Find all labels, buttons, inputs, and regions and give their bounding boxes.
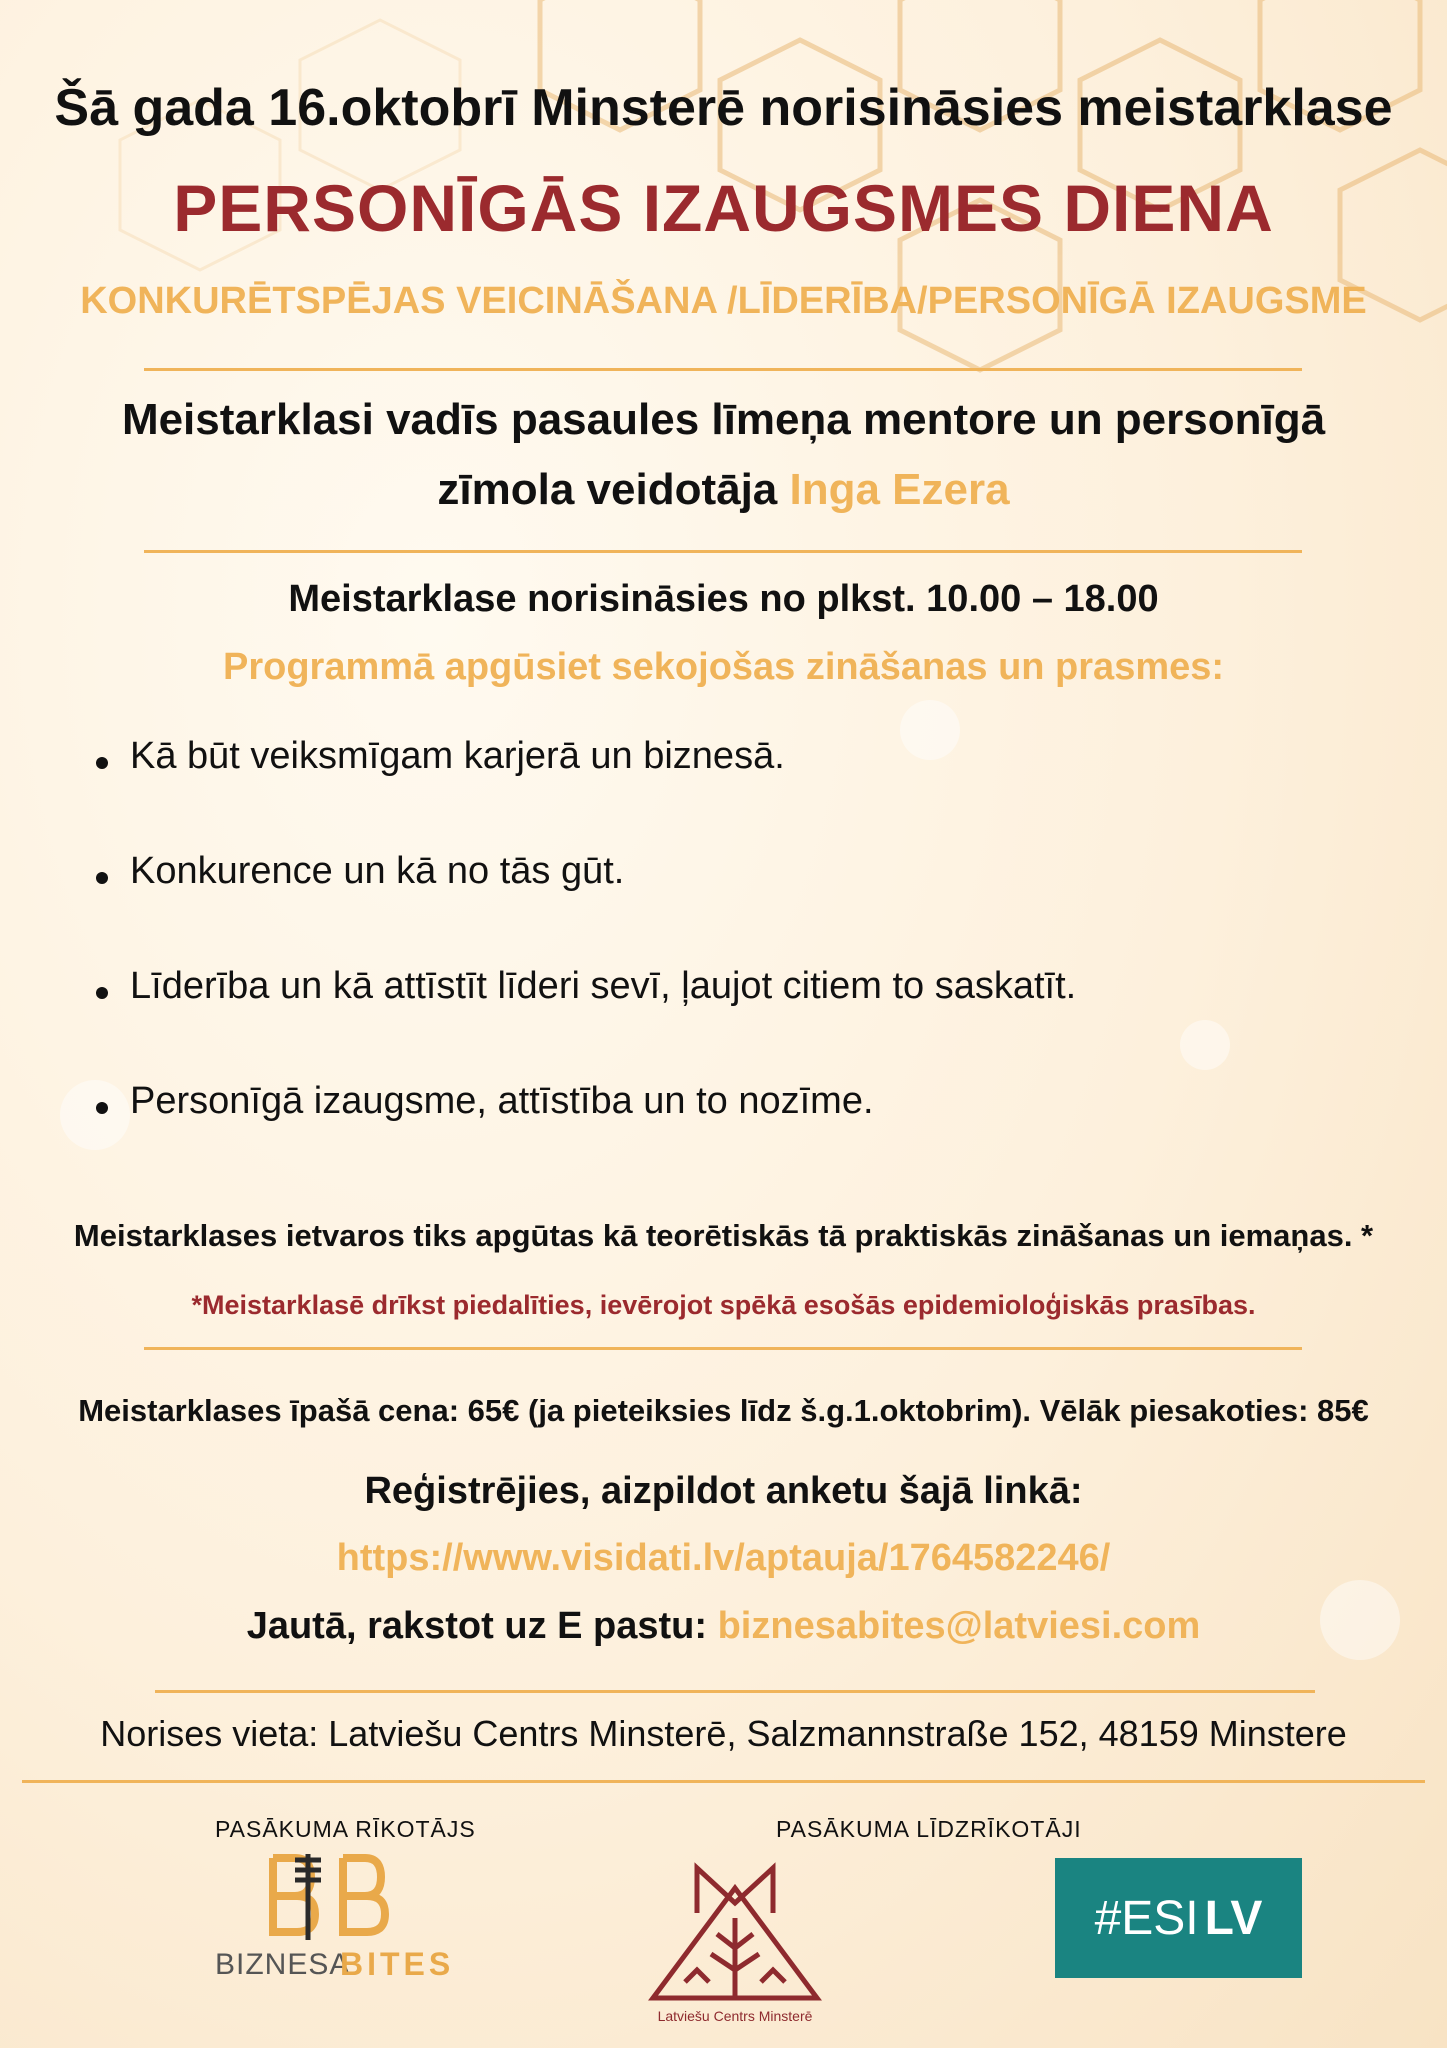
contact-label: Jautā, rakstot uz E pastu: [246, 1605, 718, 1647]
latviesu-centrs-logo [645, 1858, 825, 2033]
price-info: Meistarklases īpašā cena: 65€ (ja pieteiksies līdz š.g.1.oktobrim). Vēlāk piesakoties: 85€ [78, 1393, 1369, 1428]
list-item [90, 1080, 1076, 1195]
mentor-name: Inga Ezera [789, 465, 1010, 514]
contact-line [0, 1605, 1447, 1648]
biznesa-bites-logo [215, 1850, 455, 1990]
bb-icon [215, 1850, 455, 1940]
mentor-role: zīmola veidotāja [437, 465, 790, 514]
email-link[interactable]: biznesabites@latviesi.com [717, 1605, 1201, 1647]
bb-word2: BITES [340, 1946, 455, 1982]
list-item [90, 735, 1076, 850]
organizer-label: PASĀKUMA RĪKOTĀJS [215, 1816, 476, 1842]
venue-info: Norises vieta: Latviešu Centrs Minsterē, Salzmannstraße 152, 48159 Minstere [100, 1713, 1347, 1754]
mentor-line-2 [0, 465, 1447, 515]
divider [144, 550, 1302, 553]
coorganizers-label: PASĀKUMA LĪDZRĪKOTĀJI [776, 1816, 1082, 1842]
topics-list [90, 735, 1076, 1195]
centre-logo-caption: Latviešu Centrs Minsterē [657, 2008, 813, 2024]
centre-emblem-icon [645, 1858, 825, 2008]
topic-text: Līderība un kā attīstīt līderi sevī, ļaujot citiem to saskatīt. [130, 965, 1077, 1007]
lv-text: LV [1204, 1891, 1263, 1945]
hash-icon: # [1094, 1891, 1122, 1945]
intro-heading: Šā gada 16.oktobrī Minsterē norisināsies meistarklase [54, 79, 1393, 137]
event-title: PERSONĪGĀS IZAUGSMES DIENA [173, 171, 1274, 245]
schedule-time: Meistarklase norisināsies no plkst. 10.00 – 18.00 [288, 578, 1159, 620]
divider [144, 1347, 1302, 1350]
bullet-icon [96, 757, 108, 769]
topic-text: Personīgā izaugsme, attīstība un to nozīme. [130, 1080, 874, 1122]
list-item [90, 965, 1076, 1080]
esi-text: ESI [1121, 1891, 1199, 1945]
topic-text: Kā būt veiksmīgam karjerā un biznesā. [130, 735, 785, 777]
registration-label: Reģistrējies, aizpildot anketu šajā linkā: [364, 1470, 1083, 1512]
theory-note: Meistarklases ietvaros tiks apgūtas kā teorētiskās tā praktiskās zināšanas un iemaņas. * [73, 1218, 1374, 1253]
divider [155, 1690, 1315, 1693]
bullet-icon [96, 1102, 108, 1114]
list-item [90, 850, 1076, 965]
registration-link[interactable]: https://www.visidati.lv/aptauja/1764582246/ [336, 1537, 1111, 1579]
bokeh-light [1180, 1020, 1230, 1070]
event-subtitle: KONKURĒTSPĒJAS VEICINĀŠANA /LĪDERĪBA/PERSONĪGĀ IZAUGSME [80, 280, 1367, 322]
epidemic-note: *Meistarklasē drīkst piedalīties, ievērojot spēkā esošās epidemioloģiskās prasības. [191, 1290, 1256, 1320]
divider [22, 1780, 1425, 1783]
topic-text: Konkurence un kā no tās gūt. [130, 850, 625, 892]
bullet-icon [96, 872, 108, 884]
program-heading: Programmā apgūsiet sekojošas zināšanas un prasmes: [222, 646, 1225, 688]
bullet-icon [96, 987, 108, 999]
bb-word1: BIZNESA [215, 1948, 351, 1981]
mentor-line: Meistarklasi vadīs pasaules līmeņa mentore un personīgā [121, 395, 1326, 444]
esi-lv-logo [1055, 1858, 1302, 1978]
divider [144, 368, 1302, 371]
